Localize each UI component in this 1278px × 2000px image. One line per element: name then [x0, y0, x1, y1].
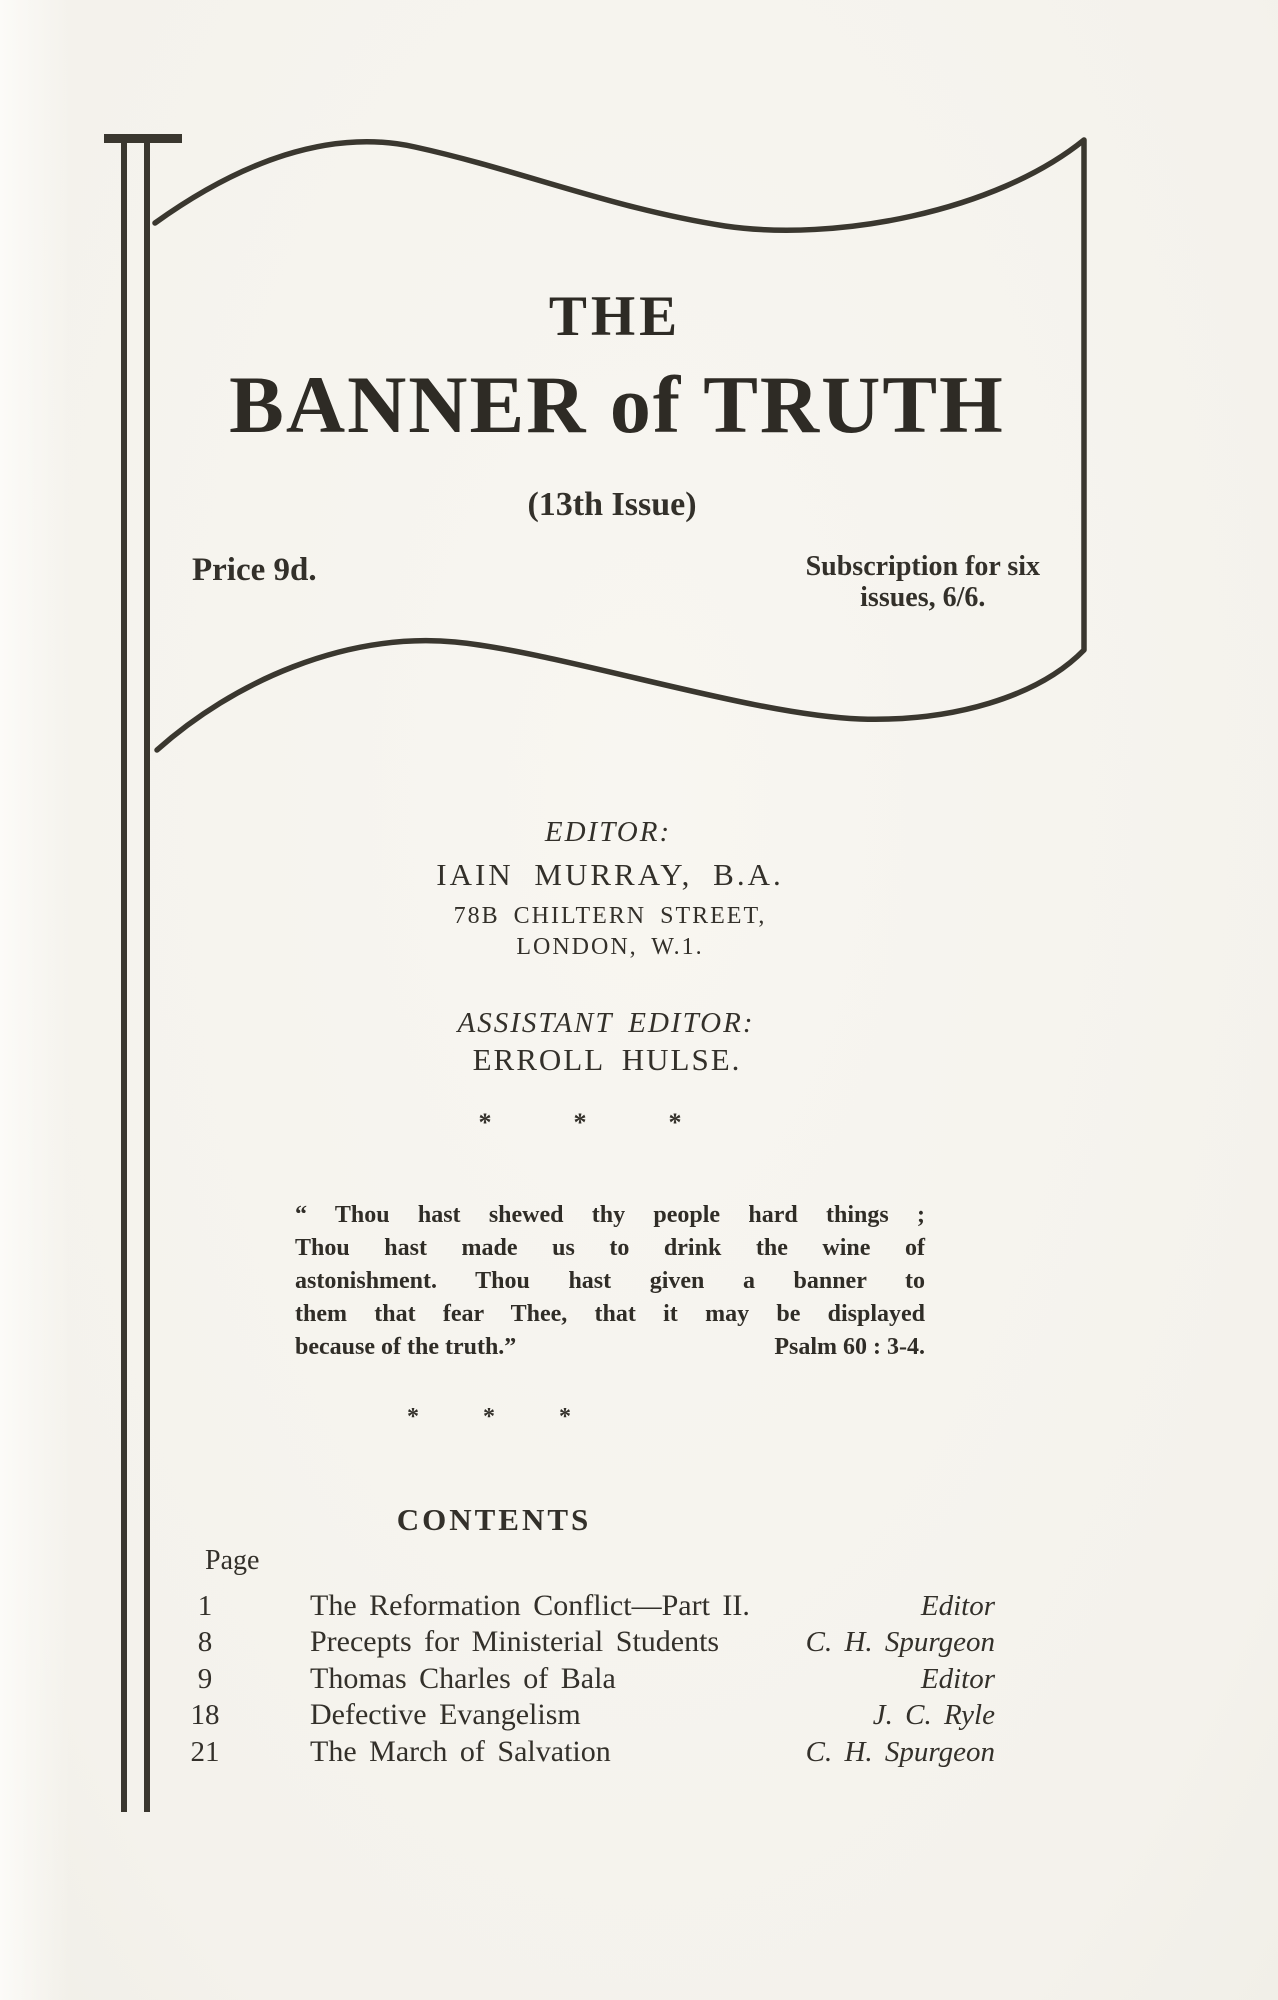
issue-note: (13th Issue) — [527, 486, 697, 523]
subscription-line2: issues, 6/6. — [860, 582, 986, 613]
quote-line: astonishment. Thou hast given a banner to — [295, 1268, 925, 1294]
assistant-editor-label: ASSISTANT EDITOR: — [457, 1007, 755, 1039]
toc-row — [155, 1734, 995, 1770]
toc-article-title: Thomas Charles of Bala — [310, 1661, 616, 1695]
toc-row — [155, 1661, 995, 1697]
asterisk: * — [559, 1404, 571, 1430]
quote-line: them that fear Thee, that it may be displayed — [295, 1301, 925, 1327]
asterisk-separator-row1 — [438, 1108, 723, 1138]
subscription-note — [806, 551, 1040, 613]
toc-article-title: The March of Salvation — [310, 1734, 611, 1768]
quote-attribution: Psalm 60 : 3-4. — [774, 1334, 925, 1360]
toc-article-title: Precepts for Ministerial Students — [310, 1625, 720, 1659]
asterisk: * — [407, 1404, 419, 1430]
masthead-the: THE — [548, 285, 682, 348]
contents-heading: CONTENTS — [396, 1502, 592, 1537]
toc-article-title: The Reformation Conflict—Part II. — [310, 1589, 750, 1622]
editor-name: IAIN MURRAY, B.A. — [436, 857, 784, 892]
asterisk-separator-row2 — [375, 1404, 603, 1431]
scripture-quote — [295, 1199, 925, 1364]
scripture-quote-last-line — [295, 1331, 925, 1364]
contents-list — [155, 1588, 995, 1770]
toc-author: Editor — [920, 1662, 995, 1695]
subscription-line1: Subscription for six — [805, 551, 1040, 582]
asterisk: * — [483, 1404, 495, 1430]
assistant-editor-name: ERROLL HULSE. — [472, 1042, 742, 1077]
quote-line: “ Thou hast shewed thy people hard things ; — [295, 1202, 925, 1228]
toc-author: C. H. Spurgeon — [805, 1735, 995, 1768]
asterisk: * — [573, 1108, 587, 1137]
quote-line: Thou hast made us to drink the wine of — [295, 1235, 925, 1261]
flagpole-cap — [104, 134, 182, 143]
toc-row — [155, 1624, 995, 1660]
quote-closing-text: because of the truth.” — [295, 1334, 517, 1360]
toc-page-number: 21 — [190, 1735, 220, 1768]
toc-row — [155, 1588, 995, 1624]
toc-author: Editor — [920, 1590, 995, 1622]
scripture-quote-lines — [295, 1199, 925, 1331]
masthead-title: BANNER of TRUTH — [229, 359, 1005, 450]
toc-page-number: 9 — [197, 1662, 213, 1695]
toc-page-number: 8 — [197, 1626, 213, 1659]
price-label: Price 9d. — [192, 552, 317, 588]
editor-address-line2: LONDON, W.1. — [516, 934, 704, 960]
toc-row — [155, 1697, 995, 1733]
page-column-label: Page — [205, 1545, 260, 1576]
editor-label: EDITOR: — [544, 816, 672, 848]
asterisk: * — [478, 1108, 492, 1137]
editor-address-line1: 78B CHILTERN STREET, — [453, 903, 767, 929]
toc-author: C. H. Spurgeon — [805, 1626, 995, 1659]
toc-page-number: 1 — [197, 1590, 213, 1622]
asterisk: * — [668, 1108, 682, 1137]
toc-article-title: Defective Evangelism — [310, 1698, 581, 1732]
flagpole-line-right — [144, 138, 150, 1812]
flagpole-line-left — [121, 138, 127, 1812]
toc-author: J. C. Ryle — [872, 1699, 995, 1732]
toc-page-number: 18 — [190, 1699, 220, 1732]
